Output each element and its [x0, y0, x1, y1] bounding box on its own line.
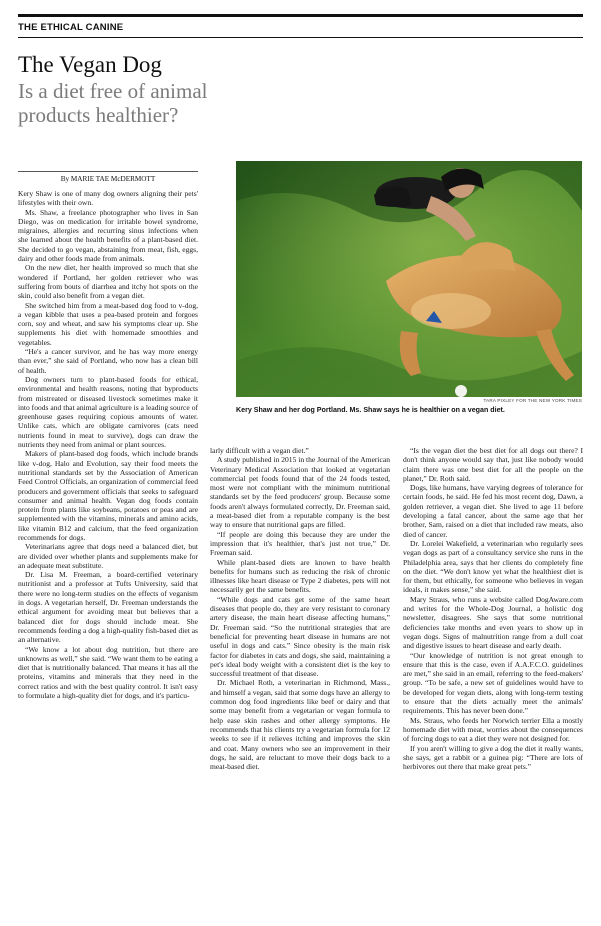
paragraph: Dr. Lorelei Wakefield, a veterinarian who regularly sees vegan dogs as part of a consultancy service she runs in the Philadelphia area, says that her clients do completely fine on the diet. “We don't know yet what the healthiest diet is for them, but ethically, for someone who believes in vegan ideals, it makes sense,” she said. — [403, 538, 583, 595]
photo-credit: TARA PIXLEY FOR THE NEW YORK TIMES — [483, 398, 582, 403]
paragraph: A study published in 2015 in the Journal of the American Veterinary Medical Association that looked at vegetarian commercial pet foods found that of the 24 foods tested, most were not compliant with the minimum nutritional standards set by the feed producers' group. Because some foods aren't always formulated correctly, Dr. Freeman said, a meat-based diet from a reputable company is the best way to ensure that nutritional gaps are filled. — [210, 455, 390, 530]
photo-woman-with-dog — [236, 161, 582, 397]
paragraph: larly difficult with a vegan diet.” — [210, 446, 309, 455]
paragraph: Dr. Lisa M. Freeman, a board-certified veterinary nutritionist and a professor at Tufts University, said that there were no long-term studies on the effects of veganism in dogs. A vegetarian herself, Dr. Freeman understands the ethical argument for avoiding meat but believes that a balanced diet for dogs should include meat. She recommends feeding a dog a high-quality fish-based diet as an alternative. — [18, 570, 198, 645]
paragraph: While plant-based diets are known to have health benefits for humans such as reducing the risk of chronic illnesses like heart disease or Type 2 diabetes, pets will not necessarily get the same benefits. — [210, 557, 390, 595]
section-rule — [18, 37, 583, 38]
paragraph: Dr. Michael Roth, a veterinarian in Richmond, Mass., and himself a vegan, said that some dogs have an allergy to common dog food ingredients like beef or dairy and that some may benefit from a vegetarian or vegan formula to help ease skin rashes and other allergy symptoms. He recommends that his clients try a vegetarian formula for 12 weeks to see if it relieves itching and improves the skin and coat. Many owners who see an improvement in their dogs, he said, are reluctant to move their dogs back to a meat-based diet. — [210, 678, 390, 772]
byline-rule — [18, 171, 198, 172]
headline: The Vegan Dog — [18, 52, 162, 77]
photo-illustration — [236, 161, 582, 397]
paragraph: Mary Straus, who runs a website called DogAware.com and writes for the Whole-Dog Journal, a holistic dog newsletter, disagrees. She says that some nutritional deficiencies take months and even years to show up in vegan dogs. Signs of malnutrition range from a dull coat and digestive issues to heart disease and early death. — [403, 594, 583, 651]
paragraph: “Our knowledge of nutrition is not great enough to ensure that this is the case, even if A.A.F.C.O. guidelines are met,” she said in an email, referring to the feed-makers' group. “To be safe, a new set of guidelines would have to be developed for vegan diets, along with long-term testing to ensure that the diets actually meet the animals' requirements. This has never been done.” — [403, 650, 583, 716]
deck-subheadline: Is a diet free of animal products healthier? — [18, 79, 208, 127]
top-rule — [18, 14, 583, 17]
paragraph: Dog owners turn to plant-based foods for ethical, environmental and health reasons, noting that byproducts from mistreated or diseased livestock sometimes make it into foods and that animal agriculture is a leading source of greenhouse gases requiring copious amounts of water. Unlike cats, which are obligate carnivores (cats need nutrients found in meat to survive), dogs can draw the nutrients they need from animal or plant sources. — [18, 374, 198, 450]
paragraph: If you aren't willing to give a dog the diet it really wants, she says, get a rabbit or a guinea pig: “There are lots of herbivores out there that make great pets.” — [403, 743, 583, 772]
paragraph: “Is the vegan diet the best diet for all dogs out there? I don't think anyone would say that, just like nobody would claim there was one best diet for all the people on the planet,” Dr. Roth said. — [403, 446, 583, 483]
paragraph: Veterinarians agree that dogs need a balanced diet, but are divided over whether plants and supplements make for an adequate meat substitute. — [18, 542, 198, 570]
article-column-3 — [403, 446, 583, 919]
paragraph: “While dogs and cats get some of the same heart diseases that people do, they are very resistant to coronary artery disease, the main heart disease affecting humans,” Dr. Freeman said. “So the nutritional strategies that are beneficial for preventing heart disease in humans are not useful in dogs and cats.” Since obesity is the main risk factor for diabetes in cats and dogs, she said, maintaining a pet's ideal body weight with a consistent diet is the key to successful treatment of that disease. — [210, 594, 390, 679]
photo-caption: Kery Shaw and her dog Portland. Ms. Shaw says he is healthier on a vegan diet. — [236, 406, 505, 414]
article-column-2 — [210, 446, 390, 919]
paragraph: “We know a lot about dog nutrition, but there are unknowns as well,” she said. “We want them to be eating a diet that is nutritionally balanced. That means it has all the proteins, vitamins and minerals that they need in the correct ratios and with the best quality control. It isn't easy to formulate a high-quality diet for dogs, and it's particu- — [18, 644, 198, 701]
byline: By MARIE TAE McDERMOTT — [60, 175, 156, 183]
paragraph: Ms. Shaw, a freelance photographer who lives in San Diego, was on medication for irritable bowel syndrome, migraines, allergies and recurring sinus infections when she learned about the health benefits of a plant-based diet. She decided to go vegan, abstaining from meat, fish, eggs, dairy and other foods made from animals. — [18, 207, 198, 264]
paragraph: “He's a cancer survivor, and he has way more energy than ever,” she said of Portland, who now has a clean bill of health. — [18, 347, 198, 375]
paragraph: “If people are doing this because they are under the impression that it's healthier, that's just not true,” Dr. Freeman said. — [210, 529, 390, 558]
paragraph: Dogs, like humans, have varying degrees of tolerance for certain foods, he said. He fed his most recent dog, Dawn, a golden retriever, a vegan diet. She lived to age 11 before developing a fatal cancer, about the same age that her brother, Sam, raised on a diet that included raw meats, also died of cancer. — [403, 483, 583, 539]
article-column-1 — [18, 189, 198, 919]
paragraph: Makers of plant-based dog foods, which include brands like v-dog, Halo and Evolution, say their food meets the nutritional standards set by the Association of American Feed Control Officials, an organization of commercial feed producers and government officials that seeks to safeguard consumer and animal health. Vegan dog foods contain protein from plants like soybeans, potatoes or peas and are supplemented with the vitamins, minerals and amino acids, like vitamin B12 and calcium, that the feed organization recommends for dogs. — [18, 449, 198, 542]
newspaper-page — [18, 14, 583, 919]
paragraph: Kery Shaw is one of many dog owners aligning their pets' lifestyles with their own. — [18, 189, 198, 208]
section-label: THE ETHICAL CANINE — [18, 22, 124, 33]
paragraph: On the new diet, her health improved so much that she wondered if Portland, her golden retriever who was suffering from bouts of diarrhea and itchy hot spots on the skin, could also benefit from a vegan diet. — [18, 263, 198, 301]
paragraph: She switched him from a meat-based dog food to v-dog, a vegan kibble that uses a pea-based protein and forgoes corn, soy and wheat, and saw his symptoms clear up. She supplements his diet with homemade smoothies and vegetables. — [18, 300, 198, 347]
paragraph: Ms. Straus, who feeds her Norwich terrier Ella a mostly homemade diet with meat, worries about the consequences of forcing dogs to eat a diet they were not designed for. — [403, 715, 583, 744]
